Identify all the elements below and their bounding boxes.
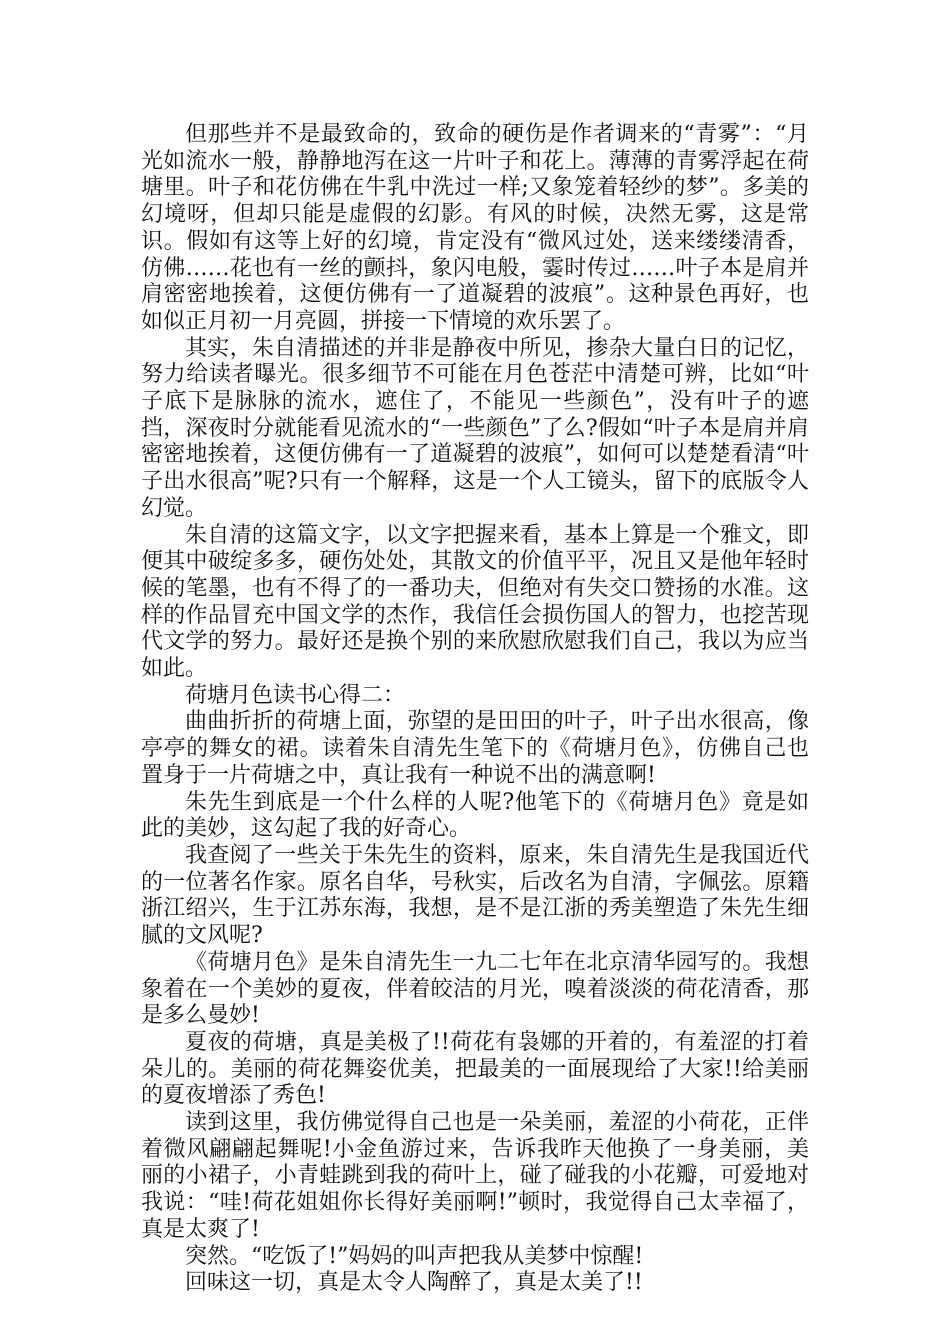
paragraph-closing: 回味这一切，真是太令人陶醉了，真是太美了!! [185, 1270, 643, 1296]
paragraph-winding-pond: 曲曲折折的荷塘上面，弥望的是田田的叶子，叶子出水很高，像亭亭的舞女的裙。读着朱自清先生笔下的《荷塘月色》，仿佛自己也置身于一片荷塘之中，真让我有一种说不出的满意啊! [141, 709, 809, 788]
paragraph-elegant-prose: 朱自清的这篇文字，以文字把握来看，基本上算是一个雅文，即便其中破绽多多，硬伤处处，其散文的价值平平，况且又是他年轻时候的笔墨，也有不得了的一番功夫，但绝对有失交口赞扬的水准。这样的作品冒充中国文学的杰作，我信任会损伤国人的智力，也挖苦现代文学的努力。最好还是换个别的来欣慰欣慰我们自己，我以为应当如此。 [141, 522, 809, 682]
paragraph-curiosity: 朱先生到底是一个什么样的人呢?他笔下的《荷塘月色》竟是如此的美妙，这勾起了我的好奇心。 [141, 789, 809, 842]
paragraph-fatal-flaw: 但那些并不是最致命的，致命的硬伤是作者调来的“青雾”：“月光如流水一般，静静地泻在这一片叶子和花上。薄薄的青雾浮起在荷塘里。叶子和花仿佛在牛乳中洗过一样;又象笼着轻纱的梦”。多美的幻境呀，但却只能是虚假的幻影。有风的时候，决然无雾，这是常识。假如有这等上好的幻境，肯定没有“微风过处，送来缕缕清香，仿佛……花也有一丝的颤抖，象闪电般，霎时传过……叶子本是肩并肩密密地挨着，这便仿佛有一了道凝碧的波痕”。这种景色再好，也如似正月初一月亮圆，拼接一下情境的欢乐罢了。 [141, 122, 809, 334]
paragraph-dinner-call: 突然。“吃饭了!”妈妈的叫声把我从美梦中惊醒! [185, 1243, 644, 1269]
paragraph-imagined-lotus: 读到这里，我仿佛觉得自己也是一朵美丽，羞涩的小荷花，正伴着微风翩翩起舞呢!小金鱼游过来，告诉我昨天他换了一身美丽，美丽的小裙子，小青蛙跳到我的荷叶上，碰了碰我的小花瓣，可爱地对我说：“哇!荷花姐姐你长得好美丽啊!”顿时，我觉得自己太幸福了，真是太爽了! [141, 1110, 809, 1242]
paragraph-written-in-1927: 《荷塘月色》是朱自清先生一九二七年在北京清华园写的。我想象着在一个美妙的夏夜，伴着皎洁的月光，嗅着淡淡的荷花清香，那是多么曼妙! [141, 949, 809, 1029]
paragraph-daytime-memory: 其实，朱自清描述的并非是静夜中所见，掺杂大量白日的记忆，努力给读者曝光。很多细节不可能在月色苍茫中清楚可辨，比如“叶子底下是脉脉的流水，遮住了，不能见一些颜色”，没有叶子的遮挡，深夜时分就能看见流水的“一些颜色”了么?假如“叶子本是肩并肩密密地挨着，这便仿佛有一了道凝碧的波痕”，如何可以楚楚看清“叶子出水很高”呢?只有一个解释，这是一个人工镜头，留下的底版令人幻觉。 [141, 335, 809, 521]
section-heading-reading-notes-two: 荷塘月色读书心得二： [185, 682, 406, 708]
paragraph-summer-night-pond: 夏夜的荷塘，真是美极了!!荷花有袅娜的开着的，有羞涩的打着朵儿的。美丽的荷花舞姿优美，把最美的一面展现给了大家!!给美丽的夏夜增添了秀色! [141, 1029, 809, 1109]
paragraph-author-biography: 我查阅了一些关于朱先生的资料，原来，朱自清先生是我国近代的一位著名作家。原名自华，号秋实，后改名为自清，字佩弦。原籍浙江绍兴，生于江苏东海，我想，是不是江浙的秀美塑造了朱先生细腻的文风呢? [141, 842, 809, 949]
document-page [141, 122, 809, 1297]
